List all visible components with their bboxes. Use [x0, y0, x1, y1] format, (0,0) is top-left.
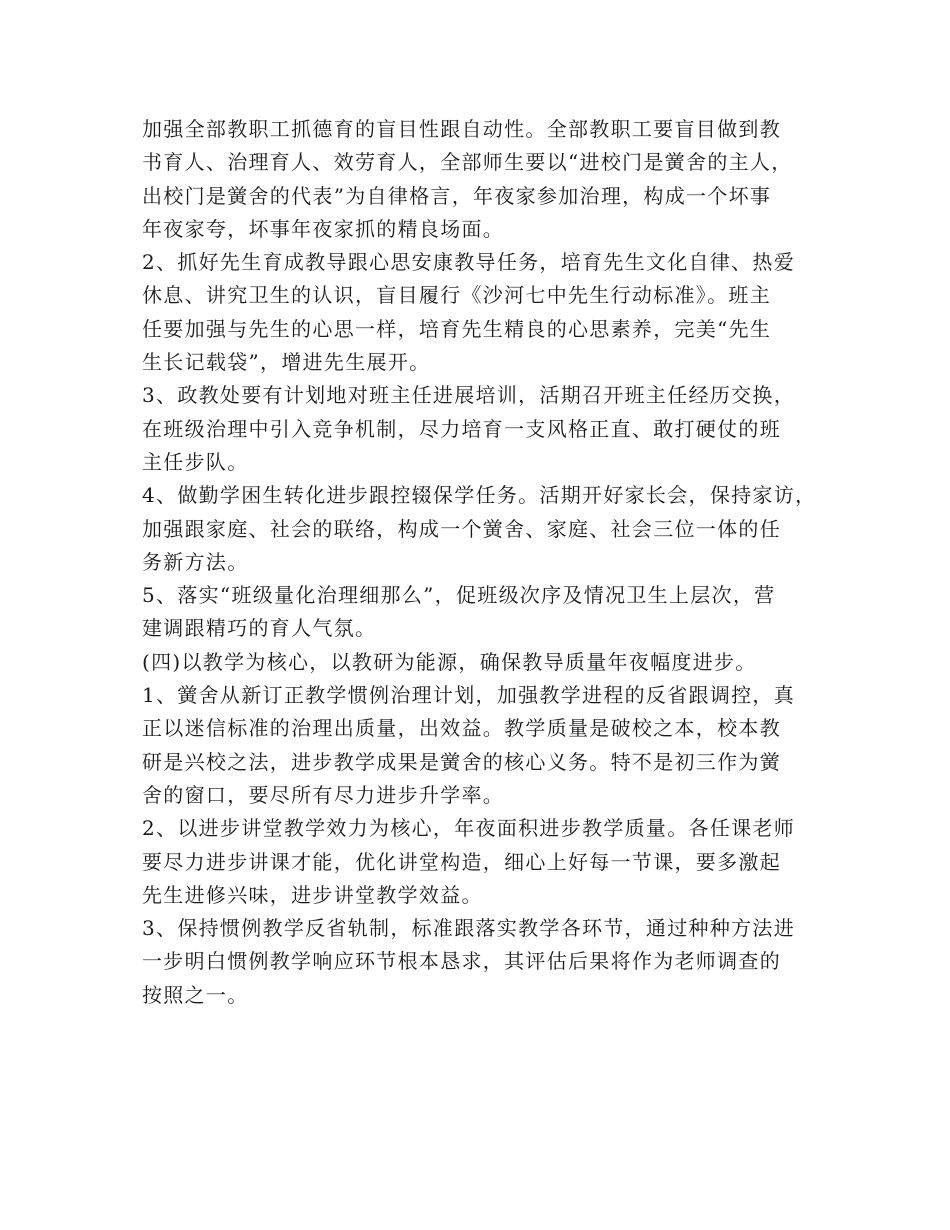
- text-line: 一步明白惯例教学响应环节根本恳求，其评估后果将作为老师调查的: [142, 949, 781, 974]
- text-line: 1、黉舍从新订正教学惯例治理计划，加强教学进程的反省跟调控，真: [142, 683, 796, 708]
- document-body: [142, 113, 822, 1012]
- text-line: 4、做勤学困生转化进步跟控辍保学任务。活期开好家长会，保持家访，: [142, 483, 817, 508]
- text-line: 任要加强与先生的心思一样，培育先生精良的心思素养，完美“先生: [142, 316, 772, 341]
- text-line: 3、政教处要有计划地对班主任进展培训，活期召开班主任经历交换，: [142, 383, 796, 408]
- text-line: 研是兴校之法，进步教学成果是黉舍的核心义务。特不是初三作为黉: [142, 749, 781, 774]
- text-line: 休息、讲究卫生的认识，盲目履行《沙河七中先生行动标准》。班主: [142, 283, 771, 308]
- text-line: 要尽力进步讲课才能，优化讲堂构造，细心上好每一节课，要多激起: [142, 849, 781, 874]
- text-line: 书育人、治理育人、效劳育人，全部师生要以“进校门是黉舍的主人，: [142, 150, 793, 175]
- text-line: 建调跟精巧的育人气氛。: [142, 616, 377, 641]
- section-heading: (四)以教学为核心，以教研为能源，确保教导质量年夜幅度进步。: [142, 649, 757, 674]
- text-line: 加强跟家庭、社会的联络，构成一个黉舍、家庭、社会三位一体的任: [142, 516, 781, 541]
- text-line: 先生进修兴味，进步讲堂教学效益。: [142, 882, 483, 907]
- text-line: 2、以进步讲堂教学效力为核心，年夜面积进步教学质量。各任课老师: [142, 816, 796, 841]
- text-line: 加强全部教职工抓德育的盲目性跟自动性。全部教职工要盲目做到教: [142, 117, 781, 141]
- text-line: 正以迷信标准的治理出质量，出效益。教学质量是破校之本，校本教: [142, 716, 781, 741]
- text-line: 生长记载袋”，增进先生展开。: [142, 350, 431, 375]
- text-line: 5、落实“班级量化治理细那么”，促班级次序及情况卫生上层次，营: [142, 583, 776, 608]
- text-line: 舍的窗口，要尽所有尽力进步升学率。: [142, 782, 505, 807]
- text-line: 3、保持惯例教学反省轨制，标准跟落实教学各环节，通过种种方法进: [142, 916, 796, 941]
- text-line: 出校门是黉舍的代表”为自律格言，年夜家参加治理，构成一个坏事: [142, 183, 772, 208]
- text-line: 主任步队。: [142, 449, 249, 474]
- text-line: 年夜家夸，坏事年夜家抓的精良场面。: [142, 216, 505, 241]
- text-line: 在班级治理中引入竞争机制，尽力培育一支风格正直、敢打硬仗的班: [142, 416, 781, 441]
- text-line: 务新方法。: [142, 549, 249, 574]
- text-line: 2、抓好先生育成教导跟心思安康教导任务，培育先生文化自律、热爱: [142, 250, 796, 275]
- text-line: 按照之一。: [142, 982, 249, 1007]
